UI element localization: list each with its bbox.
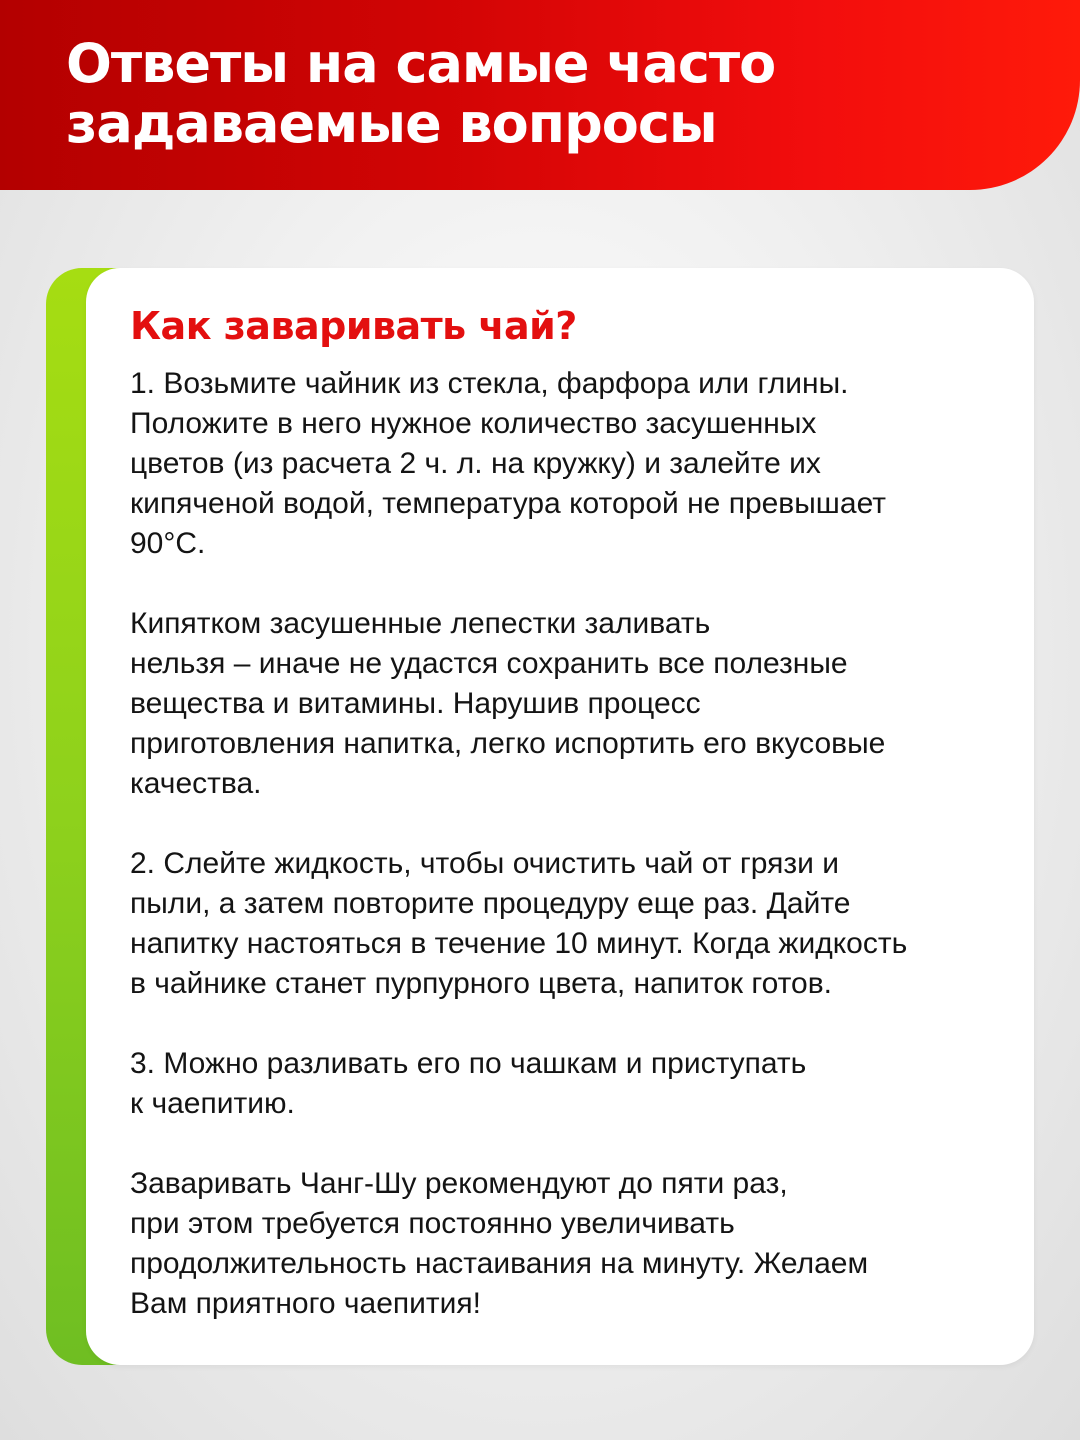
paragraph-closing: Заваривать Чанг-Шу рекомендуют до пяти раз, при этом требуется постоянно увеличивать продолжительность настаивания на минуту. Желаем Вам приятного чаепития! (130, 1167, 869, 1320)
page-title: Ответы на самые часто задаваемые вопросы (66, 32, 776, 155)
header-banner (0, 0, 1080, 190)
paragraph-step-3: 3. Можно разливать его по чашкам и приступать к чаепитию. (130, 1047, 807, 1120)
card-title: Как заваривать чай? (130, 304, 577, 348)
faq-card (86, 268, 1034, 1365)
paragraph-step-2: 2. Слейте жидкость, чтобы очистить чай от грязи и пыли, а затем повторите процедуру еще раз. Дайте напитку настояться в течение 10 минут. Когда жидкость в чайнике станет пурпурного цвета, напиток готов. (130, 847, 908, 1000)
paragraph-warning: Кипятком засушенные лепестки заливать нельзя – иначе не удастся сохранить все полезные вещества и витамины. Нарушив процесс приготовления напитка, легко испортить его вкусовые качества. (130, 607, 886, 800)
paragraph-step-1: 1. Возьмите чайник из стекла, фарфора или глины. Положите в него нужное количество засушенных цветов (из расчета 2 ч. л. на кружку) и залейте их кипяченой водой, температура которой не превышает 90°С. (130, 367, 886, 560)
card-body (130, 364, 1010, 1324)
